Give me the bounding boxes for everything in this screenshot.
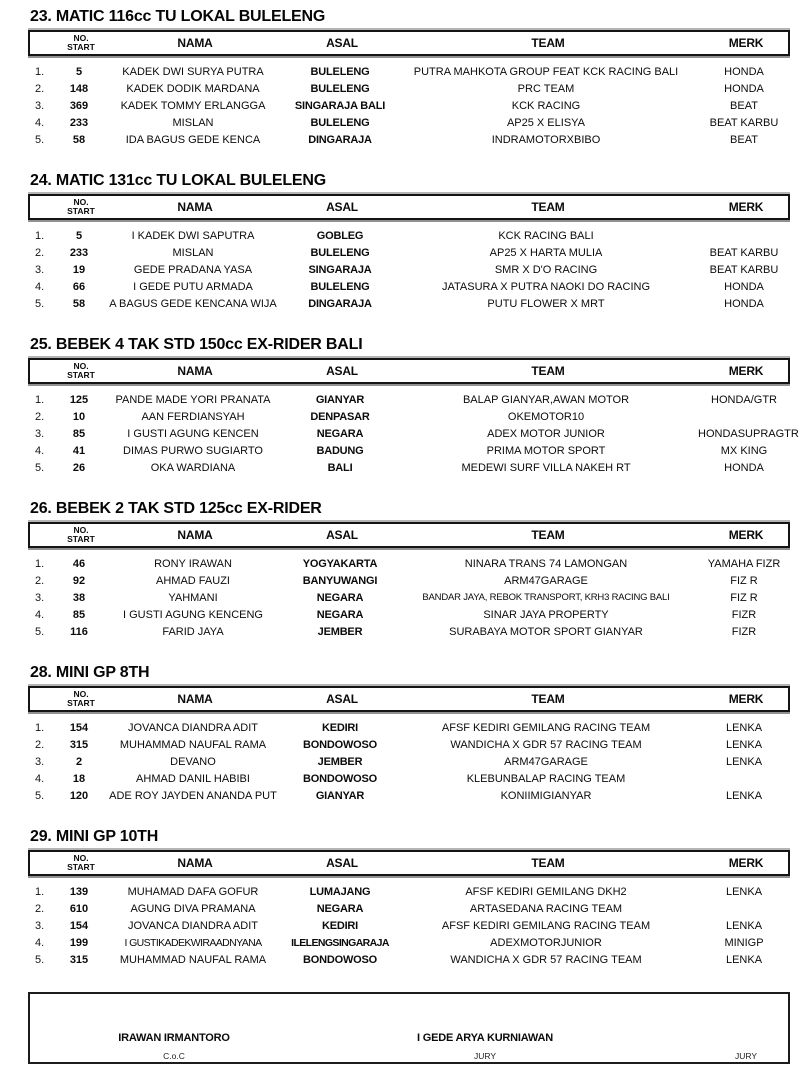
cell-team: ADEXMOTORJUNIOR: [490, 936, 602, 949]
cell-nama: JOVANCA DIANDRA ADIT: [128, 919, 258, 932]
cell-position: 5.: [35, 461, 45, 474]
cell-asal: JEMBER: [317, 755, 363, 768]
cell-team: WANDICHA X GDR 57 RACING TEAM: [450, 738, 642, 751]
cell-asal: DINGARAJA: [308, 297, 372, 310]
cell-no-start: 5: [75, 229, 83, 242]
cell-no-start: 85: [72, 608, 86, 621]
table-row: [28, 80, 790, 97]
col-header-no-start: NO. START: [67, 525, 95, 544]
cell-asal: YOGYAKARTA: [302, 557, 378, 570]
cell-no-start: 233: [69, 116, 89, 129]
cell-position: 3.: [35, 919, 45, 932]
cell-merk: BEAT KARBU: [709, 263, 779, 276]
cell-nama: I GUSTI AGUNG KENCEN: [127, 427, 259, 440]
table-row: [28, 114, 790, 131]
table-header-row: [28, 30, 790, 56]
cell-position: 5.: [35, 789, 45, 802]
cell-nama: GEDE PRADANA YASA: [133, 263, 253, 276]
cell-asal: GIANYAR: [315, 789, 365, 802]
cell-asal: SINGARAJA BALI: [294, 99, 386, 112]
cell-position: 3.: [35, 755, 45, 768]
coc-name: IRAWAN IRMANTORO: [118, 1032, 230, 1044]
cell-asal: BADUNG: [316, 444, 364, 457]
col-header-no-start: NO. START: [67, 197, 95, 216]
cell-merk: LENKA: [725, 885, 763, 898]
cell-merk: BEAT: [730, 133, 758, 146]
cell-merk: FIZ R: [730, 591, 758, 604]
cell-nama: I GEDE PUTU ARMADA: [133, 280, 253, 293]
table-row: [28, 589, 790, 606]
cell-merk: LENKA: [725, 789, 763, 802]
cell-no-start: 315: [69, 953, 89, 966]
table-row: [28, 295, 790, 312]
table-row: [28, 934, 790, 951]
cell-no-start: 92: [72, 574, 86, 587]
cell-position: 2.: [35, 902, 45, 915]
cell-position: 4.: [35, 444, 45, 457]
col-header-nama: NAMA: [177, 856, 213, 870]
cell-position: 1.: [35, 393, 45, 406]
table-row: [28, 391, 790, 408]
cell-asal: BULELENG: [310, 82, 370, 95]
cell-position: 1.: [35, 229, 45, 242]
col-header-merk: MERK: [728, 528, 764, 542]
cell-position: 1.: [35, 721, 45, 734]
cell-nama: YAHMANI: [168, 591, 218, 604]
col-header-no-start: NO. START: [67, 853, 95, 872]
cell-team: AFSF KEDIRI GEMILANG RACING TEAM: [441, 919, 651, 932]
cell-position: 1.: [35, 65, 45, 78]
cell-nama: I KADEK DWI SAPUTRA: [131, 229, 255, 242]
cell-merk: FIZR: [731, 608, 757, 621]
table-body: [28, 63, 790, 148]
cell-asal: KEDIRI: [321, 721, 359, 734]
cell-merk: FIZ R: [730, 574, 758, 587]
cell-merk: HONDASUPRAGTR: [698, 427, 799, 440]
cell-position: 2.: [35, 574, 45, 587]
col-header-asal: ASAL: [326, 528, 358, 542]
cell-merk: HONDA: [724, 280, 764, 293]
col-header-nama: NAMA: [177, 364, 213, 378]
cell-nama: MUHAMMAD NAUFAL RAMA: [119, 738, 267, 751]
cell-nama: I GUSTIKADEKWIRAADNYANA: [124, 936, 262, 949]
cell-team: INDRAMOTORXBIBO: [491, 133, 601, 146]
cell-nama: MISLAN: [172, 116, 214, 129]
cell-position: 1.: [35, 885, 45, 898]
cell-team: PUTU FLOWER X MRT: [487, 297, 605, 310]
table-row: [28, 227, 790, 244]
cell-team: SINAR JAYA PROPERTY: [483, 608, 609, 621]
cell-nama: A BAGUS GEDE KENCANA WIJA: [109, 297, 277, 310]
section-title: 29. MINI GP 10TH: [30, 828, 159, 845]
cell-team: MEDEWI SURF VILLA NAKEH RT: [461, 461, 631, 474]
table-row: [28, 736, 790, 753]
cell-team: BALAP GIANYAR,AWAN MOTOR: [462, 393, 630, 406]
cell-team: SMR X D'O RACING: [494, 263, 598, 276]
cell-team: JATASURA X PUTRA NAOKI DO RACING: [441, 280, 651, 293]
cell-asal: BONDOWOSO: [303, 772, 377, 785]
cell-no-start: 120: [69, 789, 89, 802]
table-row: [28, 408, 790, 425]
table-row: [28, 63, 790, 80]
cell-no-start: 58: [72, 133, 86, 146]
cell-no-start: 41: [72, 444, 86, 457]
cell-asal: BONDOWOSO: [303, 953, 377, 966]
table-row: [28, 770, 790, 787]
cell-team: KCK RACING: [511, 99, 581, 112]
table-body: [28, 227, 790, 312]
signature-footer: [28, 992, 790, 1064]
cell-nama: JOVANCA DIANDRA ADIT: [128, 721, 258, 734]
cell-team: AP25 X ELISYA: [506, 116, 586, 129]
table-row: [28, 753, 790, 770]
cell-no-start: 125: [69, 393, 89, 406]
cell-nama: KADEK DWI SURYA PUTRA: [122, 65, 264, 78]
cell-no-start: 58: [72, 297, 86, 310]
table-row: [28, 572, 790, 589]
table-row: [28, 787, 790, 804]
section-title: 24. MATIC 131cc TU LOKAL BULELENG: [30, 172, 326, 189]
col-header-nama: NAMA: [177, 528, 213, 542]
table-row: [28, 900, 790, 917]
cell-asal: DINGARAJA: [308, 133, 372, 146]
cell-no-start: 199: [69, 936, 89, 949]
race-class-section-23: [28, 8, 790, 148]
cell-asal: BULELENG: [310, 65, 370, 78]
cell-no-start: 154: [69, 919, 89, 932]
col-header-merk: MERK: [728, 200, 764, 214]
table-body: [28, 719, 790, 804]
cell-nama: AHMAD FAUZI: [156, 574, 230, 587]
cell-merk: LENKA: [725, 721, 763, 734]
cell-asal: NEGARA: [316, 902, 364, 915]
cell-nama: RONY IRAWAN: [154, 557, 232, 570]
cell-merk: YAMAHA FIZR: [707, 557, 781, 570]
section-title: 26. BEBEK 2 TAK STD 125cc EX-RIDER: [30, 500, 322, 517]
cell-team: NINARA TRANS 74 LAMONGAN: [464, 557, 628, 570]
cell-position: 1.: [35, 557, 45, 570]
table-row: [28, 278, 790, 295]
cell-position: 3.: [35, 99, 45, 112]
cell-asal: BANYUWANGI: [302, 574, 378, 587]
col-header-merk: MERK: [728, 364, 764, 378]
cell-merk: BEAT: [730, 99, 758, 112]
table-row: [28, 623, 790, 640]
cell-position: 4.: [35, 608, 45, 621]
cell-merk: MINIGP: [724, 936, 764, 949]
race-class-section-28: [28, 664, 790, 804]
cell-no-start: 315: [69, 738, 89, 751]
col-header-asal: ASAL: [326, 200, 358, 214]
cell-merk: LENKA: [725, 919, 763, 932]
cell-position: 2.: [35, 738, 45, 751]
cell-merk: LENKA: [725, 953, 763, 966]
cell-asal: LUMAJANG: [309, 885, 371, 898]
cell-position: 3.: [35, 591, 45, 604]
cell-no-start: 46: [72, 557, 86, 570]
jury-role-right: JURY: [734, 1051, 758, 1061]
cell-nama: AGUNG DIVA PRAMANA: [130, 902, 256, 915]
cell-team: PRC TEAM: [517, 82, 575, 95]
table-row: [28, 719, 790, 736]
table-row: [28, 606, 790, 623]
jury-name: I GEDE ARYA KURNIAWAN: [417, 1032, 553, 1044]
col-header-team: TEAM: [531, 36, 565, 50]
cell-position: 5.: [35, 953, 45, 966]
race-class-section-25: [28, 336, 799, 476]
col-header-asal: ASAL: [326, 856, 358, 870]
cell-no-start: 116: [70, 625, 88, 638]
col-header-asal: ASAL: [326, 364, 358, 378]
cell-nama: DEVANO: [170, 755, 216, 768]
cell-no-start: 19: [72, 263, 86, 276]
col-header-no-start: NO. START: [67, 33, 95, 52]
section-title: 28. MINI GP 8TH: [30, 664, 150, 681]
cell-team: PUTRA MAHKOTA GROUP FEAT KCK RACING BALI: [413, 65, 679, 78]
col-header-team: TEAM: [531, 528, 565, 542]
col-header-merk: MERK: [728, 692, 764, 706]
cell-position: 4.: [35, 116, 45, 129]
cell-nama: ADE ROY JAYDEN ANANDA PUT: [109, 789, 277, 802]
table-row: [28, 131, 790, 148]
cell-asal: BULELENG: [310, 116, 370, 129]
cell-position: 2.: [35, 410, 45, 423]
col-header-nama: NAMA: [177, 36, 213, 50]
col-header-merk: MERK: [728, 36, 764, 50]
cell-team: BANDAR JAYA, REBOK TRANSPORT, KRH3 RACING BALI: [422, 592, 670, 603]
cell-merk: HONDA: [724, 82, 764, 95]
cell-team: WANDICHA X GDR 57 RACING TEAM: [450, 953, 642, 966]
table-row: [28, 555, 790, 572]
cell-no-start: 38: [72, 591, 86, 604]
cell-team: ARTASEDANA RACING TEAM: [469, 902, 623, 915]
cell-position: 3.: [35, 263, 45, 276]
cell-team: ADEX MOTOR JUNIOR: [487, 427, 605, 440]
col-header-no-start: NO. START: [67, 361, 95, 380]
cell-asal: ILELENGSINGARAJA: [291, 936, 389, 949]
cell-no-start: 18: [72, 772, 86, 785]
cell-merk: LENKA: [725, 738, 763, 751]
cell-merk: FIZR: [731, 625, 757, 638]
table-row: [28, 261, 790, 278]
cell-position: 2.: [35, 246, 45, 259]
cell-asal: GOBLEG: [316, 229, 364, 242]
cell-asal: BULELENG: [310, 280, 370, 293]
cell-team: AFSF KEDIRI GEMILANG RACING TEAM: [441, 721, 651, 734]
cell-no-start: 148: [69, 82, 89, 95]
cell-team: SURABAYA MOTOR SPORT GIANYAR: [449, 625, 643, 638]
col-header-no-start: NO. START: [67, 689, 95, 708]
col-header-merk: MERK: [728, 856, 764, 870]
cell-no-start: 154: [69, 721, 89, 734]
table-header-row: [28, 358, 790, 384]
col-header-nama: NAMA: [177, 692, 213, 706]
cell-nama: PANDE MADE YORI PRANATA: [115, 393, 271, 406]
table-body: [28, 391, 799, 476]
cell-no-start: 10: [72, 410, 86, 423]
cell-team: AP25 X HARTA MULIA: [489, 246, 603, 259]
cell-no-start: 233: [69, 246, 89, 259]
cell-nama: KADEK DODIK MARDANA: [126, 82, 260, 95]
cell-merk: BEAT KARBU: [709, 246, 779, 259]
cell-asal: NEGARA: [316, 608, 364, 621]
table-body: [28, 555, 790, 640]
col-header-asal: ASAL: [326, 692, 358, 706]
table-row: [28, 951, 790, 968]
col-header-team: TEAM: [531, 200, 565, 214]
cell-asal: GIANYAR: [315, 393, 365, 406]
cell-nama: DIMAS PURWO SUGIARTO: [123, 444, 263, 457]
table-row: [28, 883, 790, 900]
table-row: [28, 917, 790, 934]
race-class-section-26: [28, 500, 790, 640]
cell-no-start: 66: [72, 280, 86, 293]
table-header-row: [28, 686, 790, 712]
col-header-team: TEAM: [531, 364, 565, 378]
cell-team: AFSF KEDIRI GEMILANG DKH2: [465, 885, 627, 898]
col-header-nama: NAMA: [177, 200, 213, 214]
table-header-row: [28, 194, 790, 220]
cell-asal: SINGARAJA: [308, 263, 372, 276]
cell-no-start: 2: [75, 755, 83, 768]
cell-merk: MX KING: [720, 444, 768, 457]
cell-team: PRIMA MOTOR SPORT: [486, 444, 606, 457]
cell-nama: IDA BAGUS GEDE KENCA: [125, 133, 261, 146]
cell-asal: NEGARA: [316, 591, 364, 604]
cell-asal: BONDOWOSO: [303, 738, 377, 751]
cell-asal: BALI: [327, 461, 353, 474]
cell-asal: DENPASAR: [310, 410, 370, 423]
cell-team: KLEBUNBALAP RACING TEAM: [466, 772, 626, 785]
cell-position: 5.: [35, 625, 45, 638]
cell-nama: FARID JAYA: [162, 625, 224, 638]
col-header-team: TEAM: [531, 856, 565, 870]
section-title: 23. MATIC 116cc TU LOKAL BULELENG: [30, 8, 326, 25]
cell-position: 4.: [35, 280, 45, 293]
cell-nama: MUHAMAD DAFA GOFUR: [127, 885, 259, 898]
cell-nama: MUHAMMAD NAUFAL RAMA: [119, 953, 267, 966]
table-body: [28, 883, 790, 968]
cell-nama: AAN FERDIANSYAH: [141, 410, 245, 423]
race-class-section-24: [28, 172, 790, 312]
cell-merk: LENKA: [725, 755, 763, 768]
cell-merk: BEAT KARBU: [709, 116, 779, 129]
cell-position: 4.: [35, 936, 45, 949]
cell-asal: NEGARA: [316, 427, 364, 440]
cell-merk: HONDA: [724, 461, 764, 474]
cell-nama: AHMAD DANIL HABIBI: [136, 772, 250, 785]
cell-position: 2.: [35, 82, 45, 95]
cell-no-start: 85: [72, 427, 86, 440]
cell-nama: OKA WARDIANA: [150, 461, 236, 474]
col-header-asal: ASAL: [326, 36, 358, 50]
table-row: [28, 442, 790, 459]
cell-nama: MISLAN: [172, 246, 214, 259]
cell-nama: I GUSTI AGUNG KENCENG: [123, 608, 263, 621]
jury-role: JURY: [473, 1051, 497, 1061]
cell-nama: KADEK TOMMY ERLANGGA: [120, 99, 266, 112]
cell-position: 5.: [35, 297, 45, 310]
table-row: [28, 425, 799, 442]
table-header-row: [28, 850, 790, 876]
cell-no-start: 610: [69, 902, 89, 915]
cell-team: KCK RACING BALI: [498, 229, 594, 242]
cell-no-start: 26: [72, 461, 86, 474]
cell-no-start: 5: [75, 65, 83, 78]
cell-merk: HONDA/GTR: [711, 393, 777, 406]
table-row: [28, 459, 790, 476]
table-row: [28, 244, 790, 261]
table-header-row: [28, 522, 790, 548]
cell-team: OKEMOTOR10: [507, 410, 585, 423]
cell-position: 4.: [35, 772, 45, 785]
cell-position: 5.: [35, 133, 45, 146]
cell-position: 3.: [35, 427, 45, 440]
cell-merk: HONDA: [724, 297, 764, 310]
cell-asal: JEMBER: [317, 625, 363, 638]
col-header-team: TEAM: [531, 692, 565, 706]
cell-team: KONIIMIGIANYAR: [500, 789, 592, 802]
section-title: 25. BEBEK 4 TAK STD 150cc EX-RIDER BALI: [30, 336, 363, 353]
cell-team: ARM47GARAGE: [504, 755, 588, 768]
coc-role: C.o.C: [163, 1051, 185, 1061]
cell-asal: KEDIRI: [321, 919, 359, 932]
cell-no-start: 139: [69, 885, 89, 898]
cell-no-start: 369: [69, 99, 89, 112]
cell-team: ARM47GARAGE: [504, 574, 588, 587]
cell-merk: HONDA: [724, 65, 764, 78]
race-class-section-29: [28, 828, 790, 968]
table-row: [28, 97, 790, 114]
cell-asal: BULELENG: [310, 246, 370, 259]
